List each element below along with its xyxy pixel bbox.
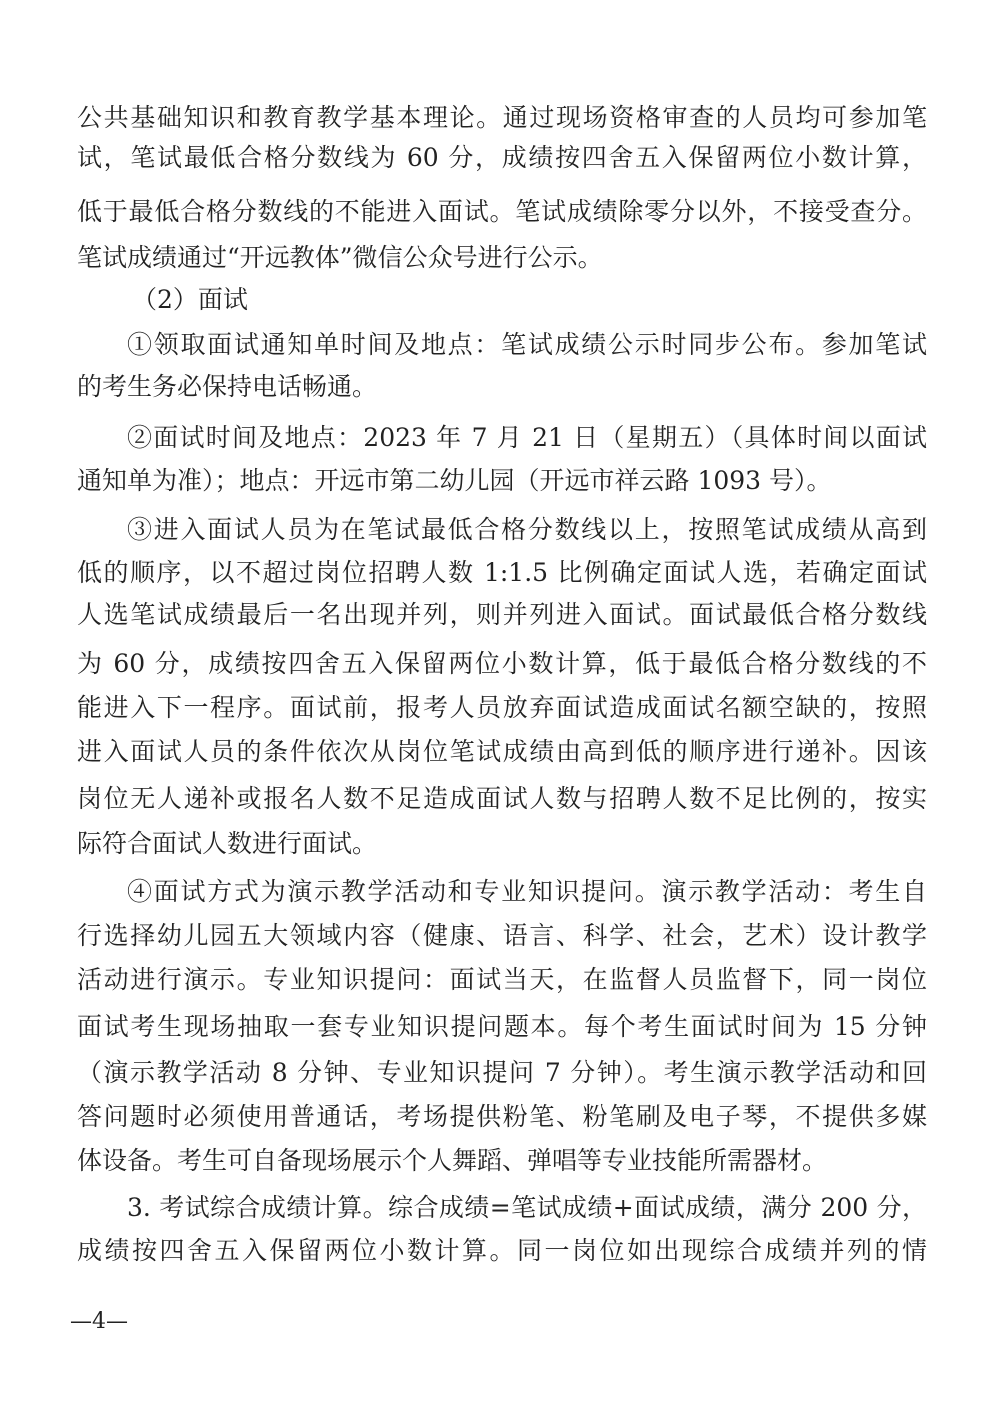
- text-line: ②面试时间及地点：2023 年 7 月 21 日（星期五）（具体时间以面试: [127, 423, 927, 452]
- text-line: 答问题时必须使用普通话，考场提供粉笔、粉笔刷及电子琴，不提供多媒: [77, 1102, 927, 1131]
- text-line: 成绩按四舍五入保留两位小数计算。同一岗位如出现综合成绩并列的情: [77, 1236, 927, 1265]
- section-heading: （2）面试: [132, 285, 248, 314]
- text-line: 低的顺序，以不超过岗位招聘人数 1:1.5 比例确定面试人选，若确定面试: [77, 558, 927, 587]
- text-line: ①领取面试通知单时间及地点：笔试成绩公示时同步公布。参加笔试: [127, 330, 927, 359]
- text-line: 笔试成绩通过“开远教体”微信公众号进行公示。: [77, 243, 603, 272]
- text-line: 人选笔试成绩最后一名出现并列，则并列进入面试。面试最低合格分数线: [77, 600, 927, 629]
- page-number: —4—: [70, 1309, 128, 1334]
- text-line: ④面试方式为演示教学活动和专业知识提问。演示教学活动：考生自: [127, 877, 927, 906]
- text-line: 面试考生现场抽取一套专业知识提问题本。每个考生面试时间为 15 分钟: [77, 1012, 927, 1041]
- text-line: 的考生务必保持电话畅通。: [77, 372, 378, 401]
- text-line: 际符合面试人数进行面试。: [77, 829, 378, 858]
- text-line: 试，笔试最低合格分数线为 60 分，成绩按四舍五入保留两位小数计算，: [77, 143, 927, 172]
- text-line: 体设备。考生可自备现场展示个人舞蹈、弹唱等专业技能所需器材。: [77, 1146, 828, 1175]
- text-line: 行选择幼儿园五大领域内容（健康、语言、科学、社会，艺术）设计教学: [77, 921, 927, 950]
- text-line: 3. 考试综合成绩计算。综合成绩=笔试成绩+面试成绩，满分 200 分，: [127, 1193, 927, 1222]
- text-line: 为 60 分，成绩按四舍五入保留两位小数计算，低于最低合格分数线的不: [77, 649, 927, 678]
- text-line: 岗位无人递补或报名人数不足造成面试人数与招聘人数不足比例的，按实: [77, 784, 927, 813]
- text-line: （演示教学活动 8 分钟、专业知识提问 7 分钟）。考生演示教学活动和回: [77, 1058, 927, 1087]
- text-line: 活动进行演示。专业知识提问：面试当天，在监督人员监督下，同一岗位: [77, 965, 927, 994]
- text-line: 公共基础知识和教育教学基本理论。通过现场资格审查的人员均可参加笔: [77, 103, 927, 132]
- text-line: ③进入面试人员为在笔试最低合格分数线以上，按照笔试成绩从高到: [127, 515, 927, 544]
- text-line: 通知单为准）；地点：开远市第二幼儿园（开远市祥云路 1093 号）。: [77, 466, 832, 495]
- text-line: 进入面试人员的条件依次从岗位笔试成绩由高到低的顺序进行递补。因该: [77, 737, 927, 766]
- text-line: 低于最低合格分数线的不能进入面试。笔试成绩除零分以外，不接受查分。: [77, 197, 927, 226]
- text-line: 能进入下一程序。面试前，报考人员放弃面试造成面试名额空缺的，按照: [77, 693, 927, 722]
